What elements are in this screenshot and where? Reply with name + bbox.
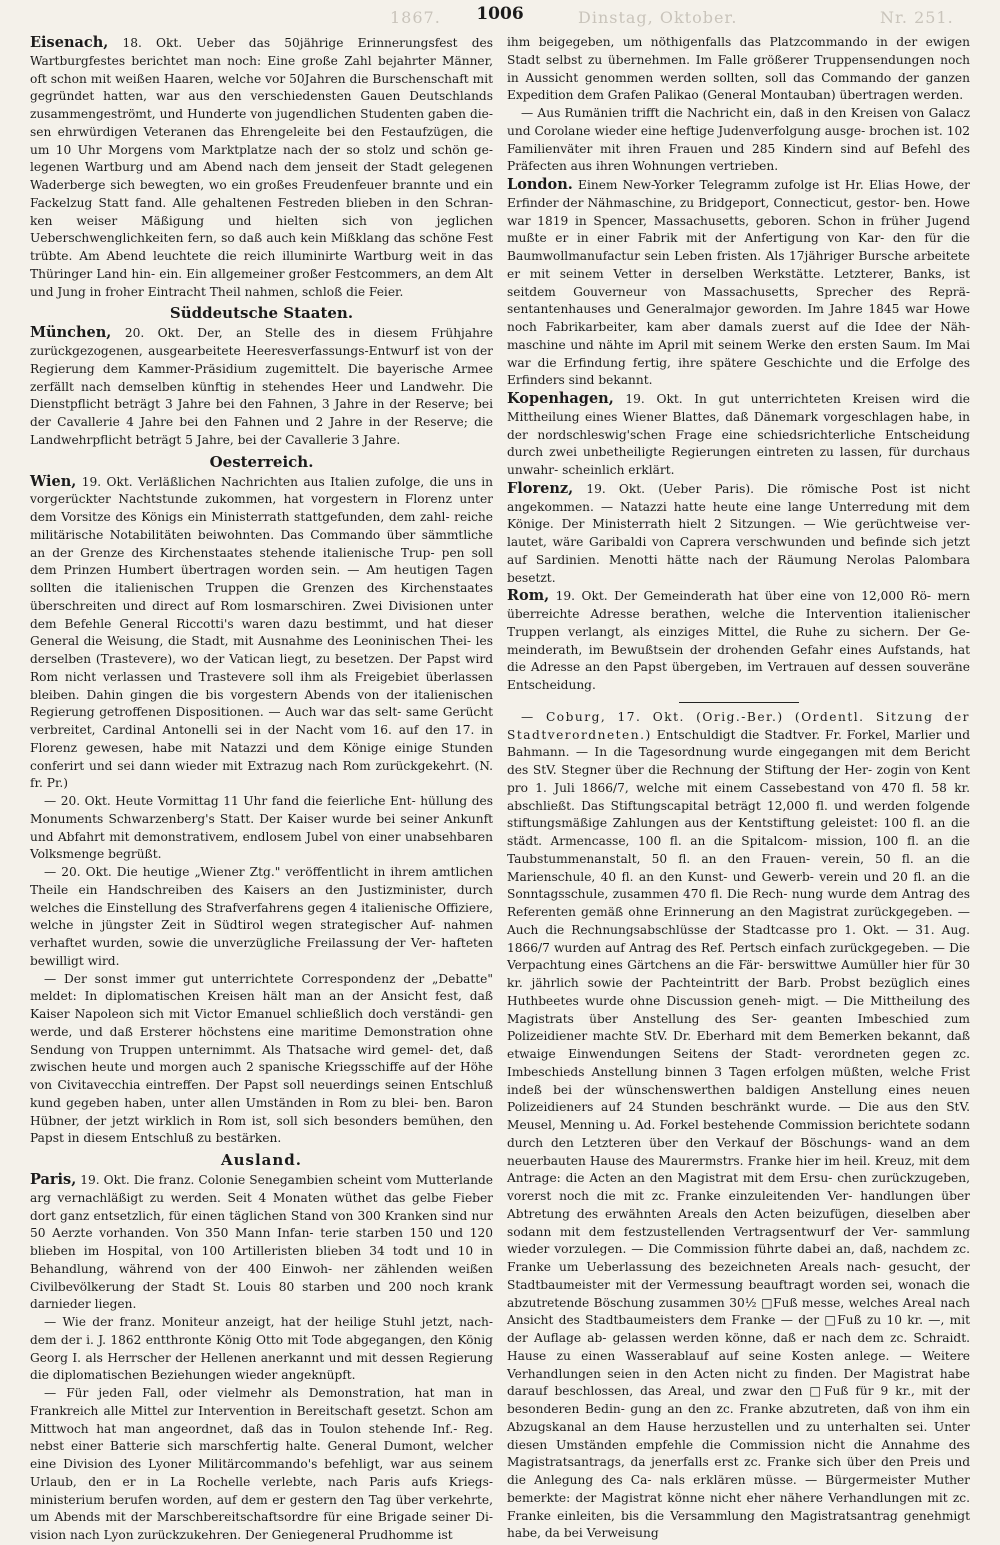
page-number: 1006: [476, 4, 524, 24]
article-text: 20. Okt. Der, an Stelle des in diesem Frühjahre zurückgezogenen, ausgearbeitete Heeresverfassungs-Entwurf ist von der Regierung dem Kammer-Präsidium zugemittelt. Die bayerische Armee zerfällt nach demselben künftig in stehendes Heer und Landwehr. Die Dienstpflicht beträgt 3 Jahre bei den Fahnen, 3 Jahre in der Reserve; bei der Cavallerie 4 Jahre bei den Fahnen und 2 Jahre in der Reserve; die Landwehrpflicht beträgt 5 Jahre, bei der Cavallerie 3 Jahre.: [30, 326, 493, 447]
article-eisenach: [30, 34, 493, 301]
article-text: 19. Okt. Verläßlichen Nachrichten aus Italien zufolge, die uns in vorgerückter Nachtstunde zukommen, hat vorgestern in Florenz unter dem Vorsitze des Königs ein Ministerrath stattgefunden, dem zahl- reiche militärische Notabilitäten beiwohnten. Das Commando über sämmtliche an der Grenze des Kirchenstaates stehende italienische Trup- pen soll dem Prinzen Humbert übertragen worden sein. — Am heutigen Tagen sollten die italienischen Truppen die Grenzen des Kirchenstaates überschreiten und direct auf Rom losmarschiren. Zwei Divisionen unter dem Befehle General Riccotti's waren dazu bestimmt, und hat dieser General die Weisung, die Stadt, mit Ausnahme des Leoninischen Thei- les derselben (Trastevere), wo der Vatican liegt, zu besetzen. Der Papst wird Rom nicht verlassen und Trastevere soll ihm als Freigebiet überlassen bleiben. Dahin gingen die bis vorgestern Abends von der italienischen Regierung getroffenen Dispositionen. — Auch war das selt- same Gerücht verbreitet, Cardinal Antonelli sei in der Nacht vom 16. auf den 17. in Florenz gewesen, habe mit Natazzi und dem Könige einige Stunden conferirt und sei dann wieder mit Extrazug nach Rom zurückgekehrt. (N. fr. Pr.): [30, 474, 494, 791]
article-wien: [30, 473, 493, 794]
dateline-kopenhagen: Kopenhagen,: [507, 390, 614, 407]
article-muenchen: [30, 324, 493, 449]
article-london: [507, 176, 970, 390]
faded-date: Dinstag, Oktober.: [578, 8, 738, 27]
article-wien-zeitung: — 20. Okt. Die heutige „Wiener Ztg." veröffentlicht in ihrem amtlichen Theile ein Handschreiben des Kaisers an den Justizminister, durch welches die Einstellung des Strafverfahrens gegen 4 italienische Offiziere, welche in jüngster Zeit in Südtirol wegen strategischer Auf- nahmen verhaftet wurden, sowie die unverzügliche Freilassung der Ver- hafteten bewilligt wird.: [30, 865, 493, 968]
section-divider: [679, 702, 799, 703]
article-rumaenien: — Aus Rumänien trifft die Nachricht ein, daß in den Kreisen von Galacz und Corolane wieder eine heftige Judenverfolgung ausge- brochen ist. 102 Familienväter mit ihren Frauen und 285 Kindern sind auf Befehl des Präfecten aus ihren Wohnungen vertrieben.: [507, 106, 970, 174]
article-coburg: [507, 709, 970, 1543]
dateline-muenchen: München,: [30, 324, 112, 342]
dateline-wien: Wien,: [30, 472, 77, 490]
article-paris-intervention: — Für jeden Fall, oder vielmehr als Demonstration, hat man in Frankreich alle Mittel zur Intervention in Bereitschaft gesetzt. Schon am Mittwoch hat man angeordnet, daß das in Toulon stehende Inf.- Reg. nebst einer Batterie sich marschfertig halte. General Dumont, welcher eine Division des Lyoner Militärcommando's befehligt, war aus seinem Urlaub, den er in La Rochelle verlebte, nach Paris aufs Kriegs- ministerium berufen worden, auf dem er gestern den Tag über verkehrte, um Abends mit der Marschbereitschaftsordre für eine Brigade seiner Di- vision nach Lyon zurückzukehren. Der Geniegeneral Prudhomme ist: [30, 1386, 493, 1542]
dateline-london: London.: [507, 176, 573, 193]
article-text: 19. Okt. Die franz. Colonie Senegambien scheint vom Mutterlande arg vernachläßigt zu werden. Seit 4 Monaten wüthet das gelbe Fieber dort ganz entsetzlich, für einen täglichen Stand von 300 Kranken sind nur 50 Aerzte vorhanden. Von 350 Mann Infan- terie starben 150 und 120 blieben im Hospital, von 100 Artilleristen blieben 34 todt und 10 in Behandlung, während von der 400 Einwoh- ner zählenden weißen Civilbevölkerung der Stadt St. Louis 80 starben und 200 noch krank darnieder liegen.: [30, 1173, 494, 1312]
faded-year: 1867.: [390, 8, 441, 27]
right-column: [507, 34, 971, 1541]
article-rom: [507, 587, 970, 695]
article-wien-monument: — 20. Okt. Heute Vormittag 11 Uhr fand die feierliche Ent- hüllung des Monuments Schwarzenberg's Statt. Der Kaiser wurde bei seiner Ankunft und Abfahrt mit demonstrativem, endlosem Jubel von einer unabsehbaren Volksmenge begrüßt.: [30, 794, 493, 862]
article-kopenhagen: [507, 390, 970, 480]
faded-issue-number: Nr. 251.: [880, 8, 954, 27]
dateline-florenz: Florenz,: [507, 479, 574, 497]
article-text: 18. Okt. Ueber das 50jährige Erinnerungsfest des Wartburgfestes berichtet man noch: Eine große Zahl bejahrter Männer, oft schon mit weißen Haaren, welche vor 50Jahren die Burschenschaft mit gegründet hatten, war aus den verschiedensten Gauen Deutschlands zusammengeströmt, und Hunderte von jugendlichen Studenten gaben die- sen ehrwürdigen Veteranen das Ehrengeleite bei den Festaufzügen, die um 10 Uhr Morgens vom Marktplatze nach der so stolz und schön ge- legenen Wartburg und am Abend nach dem jenseit der Stadt gelegenen Waderberge sich bewegten, wo ein großes Freudenfeuer brannte und ein Fackelzug Statt fand. Alle gehaltenen Festreden blieben in den Schran- ken weiser Mäßigung und hielten sich von jeglichen Ueberschwenglichkeiten fern, so daß auch kein Mißklang das schöne Fest trübte. Am Abend leuchtete die reich illuminirte Wartburg weit in das Thüringer Land hin- ein. Ein allgemeiner großer Festcommers, an dem Alt und Jung in froher Eintracht Theil nahmen, schloß die Feier.: [30, 36, 494, 299]
article-wien-debatte: — Der sonst immer gut unterrichtete Correspondenz der „Debatte" meldet: In diplomatischen Kreisen hält man an der Ansicht fest, daß Kaiser Napoleon sich mit Victor Emanuel schließlich doch verständi- gen werde, und daß Ersterer höchstens eine maritime Demonstration ohne Sendung von Truppen unternimmt. Als Thatsache wird gemel- det, daß zwischen heute und morgen auch 2 spanische Kriegsschiffe auf der Höhe von Civitavecchia eintreffen. Der Papst soll neuerdings seinen Entschluß kund gegeben haben, unter allen Umständen in Rom zu blei- ben. Baron Hübner, der jetzt wirklich in Rom ist, soll sich besonders bemühen, den Papst in diesem Entschluß zu bestärken.: [30, 971, 493, 1146]
dateline-coburg: — Coburg, 17. Okt. (Orig.-Ber.) (Ordentl. Sitzung der Stadtverordneten.): [507, 709, 970, 742]
section-heading-oesterreich: Oesterreich.: [209, 452, 314, 471]
section-heading-sueddeutsche: Süddeutsche Staaten.: [169, 304, 354, 323]
article-paris-moniteur: — Wie der franz. Moniteur anzeigt, hat der heilige Stuhl jetzt, nach- dem der i. J. 1862 entthronte König Otto mit Tode abgegangen, den König Georg I. als Herrscher der Hellenen anerkannt und mit dessen Regierung die diplomatischen Beziehungen wieder angeknüpft.: [30, 1315, 493, 1383]
dateline-paris: Paris,: [30, 1171, 77, 1188]
dateline-eisenach: Eisenach,: [30, 34, 109, 51]
article-text: 19. Okt. (Ueber Paris). Die römische Post ist nicht angekommen. — Natazzi hatte heute eine lange Unterredung mit dem Könige. Der Ministerrath hielt 2 Sitzungen. — Wie gerüchtweise ver- lautet, wäre Garibaldi von Caprera verschwunden und befinde sich jetzt auf Sardinien. Menotti hätte nach der Räumung Nerolas Palombara besetzt.: [507, 481, 970, 585]
article-text: Einem New-Yorker Telegramm zufolge ist Hr. Elias Howe, der Erfinder der Nähmaschine, zu Bridgeport, Connecticut, gestor- ben. Howe war 1819 in Spencer, Massachusetts, geboren. Schon in früher Jugend mußte er in einer Fabrik mit der Anfertigung von Kar- den für die Baumwollmanufactur sein Leben fristen. Als 17jähriger Bursche arbeitete er mit seinem Vetter in derselben Werkstätte. Letzterer, Banks, ist seitdem Gouverneur von Massachusetts, Sprecher des Reprä- sentantenhauses und Generalmajor geworden. Im Jahre 1845 war Howe noch Fabrikarbeiter, kam aber damals zuerst auf die Idee der Näh- maschine und nähte im April mit seinem Werke den ersten Saum. Im Mai war die Erfindung fertig, ihre spätere Geschichte und die Erfolge des Erfinders sind bekannt.: [507, 178, 971, 388]
article-paris-continued: ihm beigegeben, um nöthigenfalls das Platzcommando in der ewigen Stadt selbst zu übernehmen. Im Falle größerer Truppensendungen noch in Aussicht genommen werden sollten, soll das Commando der ganzen Expedition dem Grafen Palikao (General Montauban) übertragen werden.: [507, 35, 970, 103]
dateline-rom: Rom,: [507, 587, 550, 605]
article-paris: [30, 1171, 493, 1314]
article-text: Entschuldigt die Stadtver. Fr. Forkel, Marlier und Bahmann. — In die Tagesordnung wurde eingegangen mit dem Bericht des StV. Stegner über die Rechnung der Stiftung der Her- zogin von Kent pro 1. Juli 1866/7, welche mit einem Cassebestand von 470 fl. 58 kr. abschließt. Das Stiftungscapital beträgt 12,000 fl. und werden folgende stiftungsmäßige Zahlungen aus der Kentstiftung geleistet: 100 fl. an die städt. Armencasse, 100 fl. an die Spitalcom- mission, 100 fl. an die Taubstummenanstalt, 50 fl. an den Frauen- verein, 50 fl. an die Marienschule, 40 fl. an den Kunst- und Gewerb- verein und 20 fl. an die Sonntagsschule, zusammen 470 fl. Die Rech- nung wurde dem Antrag des Referenten gemäß ohne Erinnerung an den Magistrat zurückgegeben. — Auch die Rechnungsabschlüsse der Stadtcasse pro 1. Okt. — 31. Aug. 1866/7 wurden auf Antrag des Ref. Pertsch einfach zurückgegeben. — Die Verpachtung eines Gärtchens an die Fär- berswittwe Aumüller hier für 30 kr. jährlich sowie der Pachteintritt der Barb. Probst bezüglich eines Huthbeetes wurde ohne Discussion geneh- migt. — Die Mittheilung des Magistrats über Anstellung des Ser- geanten Imbeschied zum Polizeidiener machte StV. Dr. Eberhard mit dem Bemerken bekannt, daß etwaige Einwendungen Seitens der Stadt- verordneten gegen zc. Imbeschieds Anstellung binnen 3 Tagen erfolgen müßten, welche Frist indeß bei der wünschenswerthen baldigen Anstellung eines neuen Polizeidieners auf 24 Stunden beschränkt wurde. — Die aus den StV. Meusel, Menning u. Ad. Forkel bestehende Commission berichtete sodann durch den Letzteren über den Verkauf der Böschungs- wand an dem neuerbauten Hause des Maurermstrs. Franke hier im heil. Kreuz, mit dem Antrage: die Acten an den Magistrat mit dem Ersu- chen zurückzugeben, vorerst noch die mit zc. Franke einzuleitenden Ver- handlungen über Abtretung des erwähnten Areals den Acten beizufügen, dieselben aber sodann mit dem festzustellenden Vertragsentwurf der Ver- sammlung wieder vorzulegen. — Die Commission führte dabei an, daß, nachdem zc. Franke um Ueberlassung des bezeichneten Areals nach- gesucht, der Stadtbaumeister mit der Vermessung beauftragt worden sei, wonach die abzutretende Böschung zusammen 30½ □Fuß messe, welches Areal nach Ansicht des Stadtbaumeisters dem Franke — der □Fuß zu 10 kr. —, mit der Auflage ab- gelassen werden könne, daß er nach dem zc. Schraidt. Hause zu einen Wasserablauf auf seine Kosten anlege. — Weitere Verhandlungen seien in den Acten nicht zu finden. Der Magistrat habe darauf beschlossen, das Areal, und zwar den □Fuß für 9 kr., mit der besonderen Bedin- gung an den zc. Franke abzutreten, daß von ihm ein Abzugskanal an dem Hause herzustellen und zu unterhalten sei. Unter diesen Umständen empfehle die Commission nicht die Annahme des Magistratsantrags, da jenerfalls erst zc. Franke sich über den Preis und die Anlegung des Ca- nals erklären müsse. — Bürgermeister Muther bemerkte: der Magistrat könne nicht eher nähere Verhandlungen mit zc. Franke einleiten, bis die Versammlung den Magistratsantrag genehmigt habe, da bei Verweisung: [507, 727, 970, 1541]
page-header: [30, 0, 970, 34]
section-heading-ausland: Ausland.: [220, 1151, 303, 1169]
article-florenz: [507, 480, 970, 588]
article-text: 19. Okt. Der Gemeinderath hat über eine von 12,000 Rö- mern überreichte Adresse berathen, welche die Intervention italienischer Truppen verlangt, als einziges Mittel, die Ruhe zu sichern. Der Ge- meinderath, im Bewußtsein der drohenden Gefahr eines Aufstands, hat die Adresse an den Papst übergeben, im Vertrauen auf dessen souveräne Entscheidung.: [507, 589, 970, 692]
article-text: 19. Okt. In gut unterrichteten Kreisen wird die Mittheilung eines Wiener Blattes, daß Dänemark vorgeschlagen habe, in der nordschleswig'schen Frage eine schiedsrichterliche Entscheidung durch zwei unbetheiligte Regierungen eintreten zu lassen, für durchaus unwahr- scheinlich erklärt.: [507, 392, 970, 477]
left-column: [30, 34, 494, 1542]
